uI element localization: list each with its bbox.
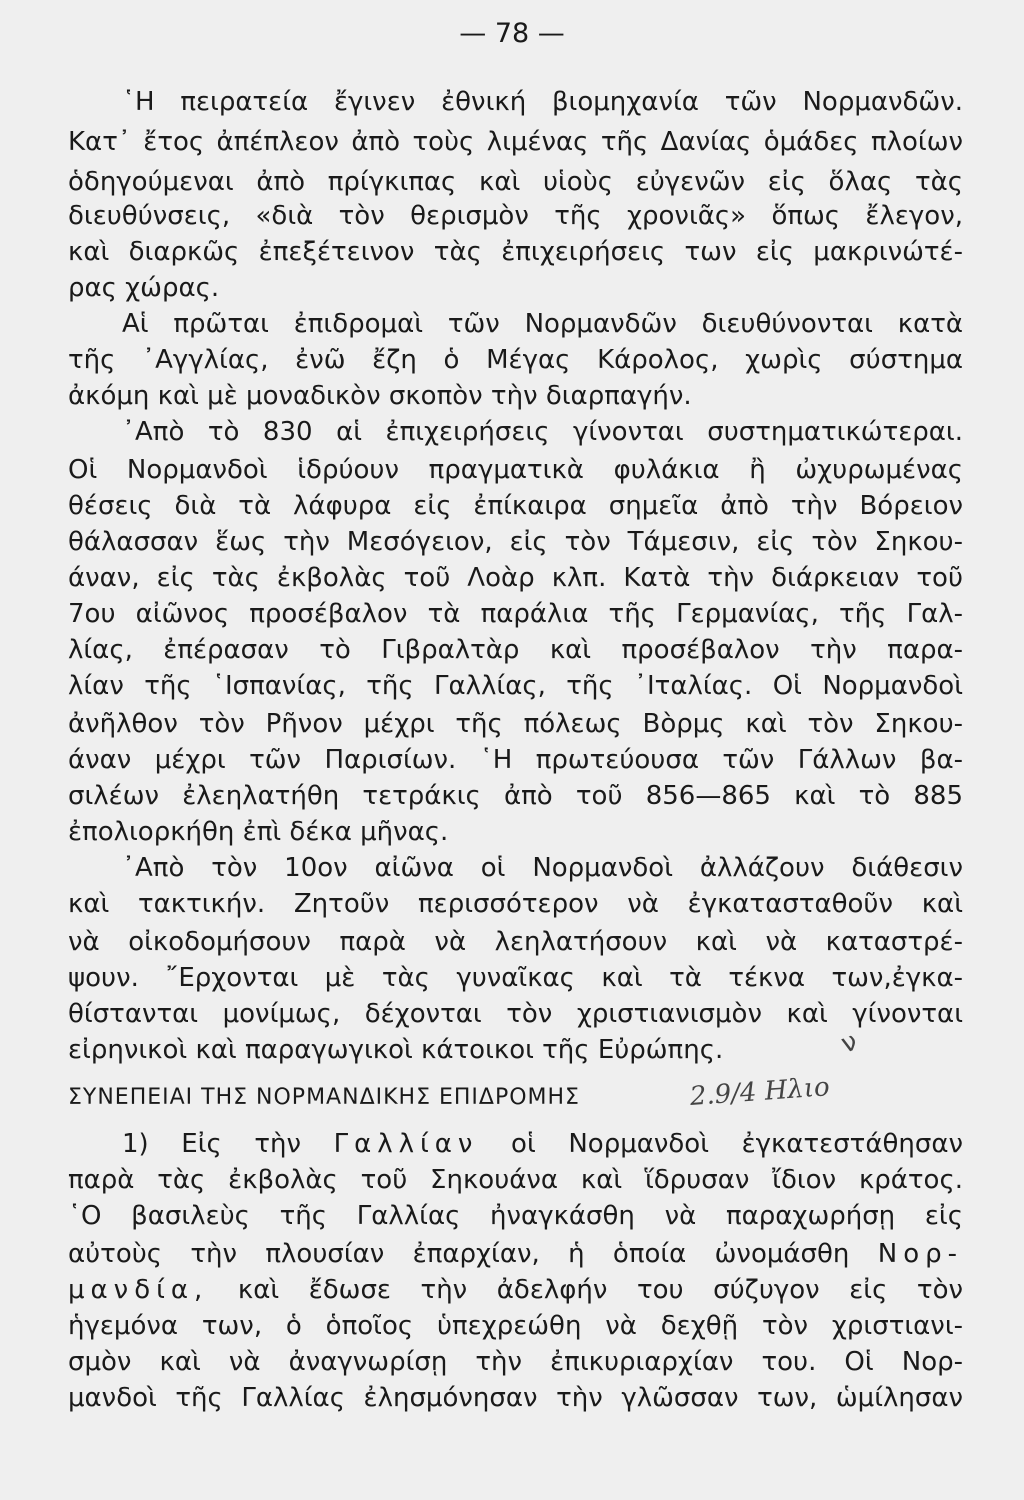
text-line: νὰ οἰκοδομήσουν παρὰ νὰ λεηλατήσουν καὶ νὰ καταστρέ- [68,927,963,957]
text-line: Οἱ Νορμανδοὶ ἱδρύουν πραγματικὰ φυλάκια ἢ ὠχυρωμένας [68,455,963,485]
text-line: ἀνῆλθον τὸν Ρῆνον μέχρι τῆς πόλεως Βὸρμς καὶ τὸν Σηκου- [68,709,963,739]
section-number: 1) Εἰς τὴν [122,1129,301,1159]
text-line: μανδοὶ τῆς Γαλλίας ἐλησμόνησαν τὴν γλῶσσαν των, ὡμίλησαν [68,1383,963,1413]
text-line: τῆς ᾽Αγγλίας, ἐνῶ ἔζη ὁ Μέγας Κάρολος, χωρὶς σύστημα [68,345,963,375]
text-line: καὶ τακτικήν. Ζητοῦν περισσότερον νὰ ἐγκατασταθοῦν καὶ [68,889,963,919]
text-line [122,1124,963,1164]
handwritten-annotation: 2.9/4 Ηλιο [688,1072,831,1112]
section-heading: ΣΥΝΕΠΕΙΑΙ ΤΗΣ ΝΟΡΜΑΝΔΙΚΗΣ ΕΠΙΔΡΟΜΗΣ [68,1085,580,1110]
text-line: διευθύνσεις, «διὰ τὸν θερισμὸν τῆς χρονιᾶς» ὅπως ἔλεγον, [68,201,963,231]
text-line: ᾽Απὸ τὸν 10ον αἰῶνα οἱ Νορμανδοὶ ἀλλάζουν διάθεσιν [122,853,963,883]
text-line: ἐπολιορκήθη ἐπὶ δέκα μῆνας. [68,817,449,847]
text-line: Αἱ πρῶται ἐπιδρομαὶ τῶν Νορμανδῶν διευθύνονται κατὰ [122,309,963,339]
spaced-word: μανδία, [68,1275,209,1305]
text-line [68,1270,963,1310]
page-number: — 78 — [459,18,565,49]
text-line: σμὸν καὶ νὰ ἀναγνωρίσῃ τὴν ἐπικυριαρχίαν του. Οἱ Νορ- [68,1347,963,1377]
text-line [68,1234,963,1274]
text-segment: οἱ Νορμανδοὶ ἐγκατεστάθησαν [511,1129,964,1159]
handwritten-mark: ν [837,1026,862,1060]
text-segment: αὐτοὺς τὴν πλουσίαν ἐπαρχίαν, ἡ ὁποία ὠνομάσθη [68,1239,850,1269]
text-line: λίαν τῆς ῾Ισπανίας, τῆς Γαλλίας, τῆς ᾽Ιταλίας. Οἱ Νορμανδοὶ [68,671,963,701]
text-line: θίστανται μονίμως, δέχονται τὸν χριστιανισμὸν καὶ γίνονται [68,999,963,1029]
text-line: θάλασσαν ἕως τὴν Μεσόγειον, εἰς τὸν Τάμεσιν, εἰς τὸν Σηκου- [68,527,963,557]
text-line: ῾Ο βασιλεὺς τῆς Γαλλίας ἠναγκάσθη νὰ παραχωρήσῃ εἰς [68,1201,963,1231]
text-line: ὁδηγούμεναι ἀπὸ πρίγκιπας καὶ υἱοὺς εὐγενῶν εἰς ὅλας τὰς [68,167,963,197]
text-line: άναν, εἰς τὰς ἐκβολὰς τοῦ Λοὰρ κλπ. Κατὰ τὴν διάρκειαν τοῦ [68,563,963,593]
text-line: σιλέων ἐλεηλατήθη τετράκις ἀπὸ τοῦ 856—865 καὶ τὸ 885 [68,781,963,811]
text-line: ῾Η πειρατεία ἔγινεν ἐθνική βιομηχανία τῶν Νορμανδῶν. [122,87,963,117]
text-line: ἡγεμόνα των, ὁ ὁποῖος ὑπεχρεώθη νὰ δεχθῇ τὸν χριστιανι- [68,1311,963,1341]
text-line: εἰρηνικοὶ καὶ παραγωγικοὶ κάτοικοι τῆς Εὐρώπης. [68,1035,724,1065]
spaced-word: Γαλλίαν [333,1129,479,1159]
text-line: παρὰ τὰς ἐκβολὰς τοῦ Σηκουάνα καὶ ἵδρυσαν ἴδιον κράτος. [68,1165,963,1195]
text-line: ρας χώρας. [68,273,220,303]
text-line: ᾽Απὸ τὸ 830 αἱ ἐπιχειρήσεις γίνονται συστηματικώτεραι. [122,417,963,447]
text-line: άναν μέχρι τῶν Παρισίων. ῾Η πρωτεύουσα τῶν Γάλλων βα- [68,745,963,775]
text-line: 7ου αἰῶνος προσέβαλον τὰ παράλια τῆς Γερμανίας, τῆς Γαλ- [68,599,963,629]
text-line: ψουν. ῎Ερχονται μὲ τὰς γυναῖκας καὶ τὰ τέκνα των,ἐγκα- [68,963,963,993]
text-line: Κατ᾽ ἔτος ἀπέπλεον ἀπὸ τοὺς λιμένας τῆς Δανίας ὁμάδες πλοίων [68,127,963,157]
text-line: καὶ διαρκῶς ἐπεξέτεινον τὰς ἐπιχειρήσεις των εἰς μακρινώτέ- [68,237,963,267]
text-line: ἀκόμη καὶ μὲ μοναδικὸν σκοπὸν τὴν διαρπαγήν. [68,381,692,411]
text-line: λίας, ἐπέρασαν τὸ Γιβραλτὰρ καὶ προσέβαλον τὴν παρα- [68,635,963,665]
spaced-word: Νορ- [877,1239,963,1269]
text-line: θέσεις διὰ τὰ λάφυρα εἰς ἐπίκαιρα σημεῖα ἀπὸ τὴν Βόρειον [68,491,963,521]
text-segment: καὶ ἔδωσε τὴν ἀδελφήν του σύζυγον εἰς τὸν [237,1275,964,1305]
